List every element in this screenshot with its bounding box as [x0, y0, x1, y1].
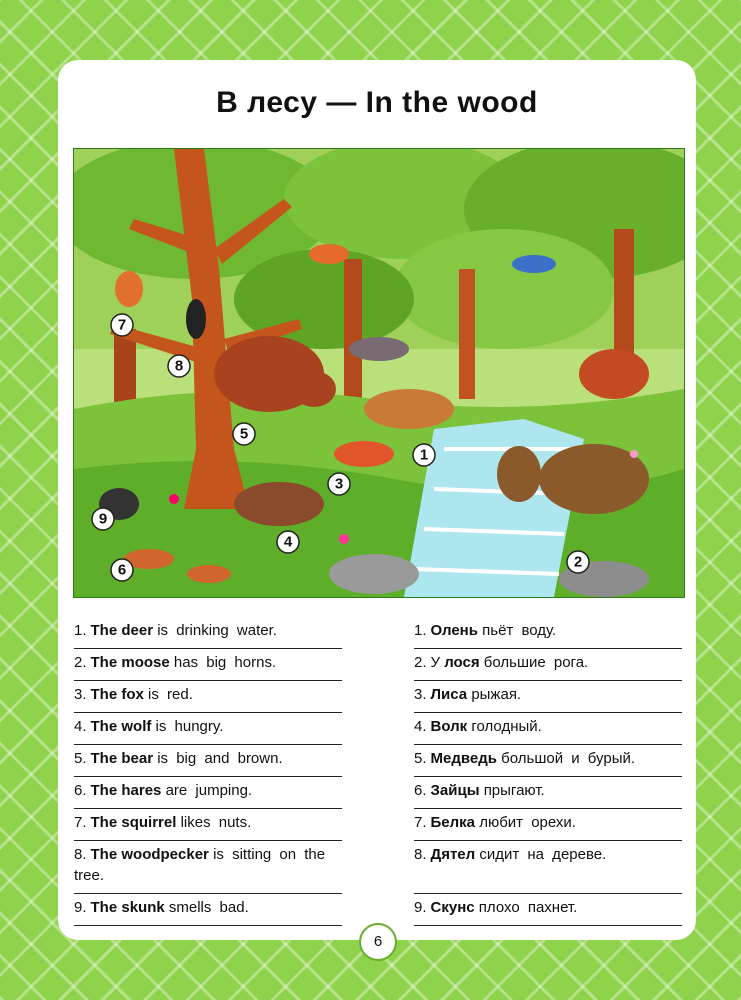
english-item: 7. The squirrel likes nuts. [74, 809, 342, 841]
svg-text:7: 7 [117, 316, 127, 334]
english-sentence-list [74, 617, 342, 926]
english-item: 3. The fox is red. [74, 681, 342, 713]
russian-item: 5. Медведь большой и бурый. [414, 745, 682, 777]
svg-text:9: 9 [98, 510, 108, 528]
page-number: 6 [359, 923, 397, 961]
svg-text:3: 3 [334, 475, 344, 493]
forest-illustration [73, 148, 685, 598]
english-item: 6. The hares are jumping. [74, 777, 342, 809]
marker-8 [168, 355, 190, 377]
russian-item: 3. Лиса рыжая. [414, 681, 682, 713]
marker-6 [111, 559, 133, 581]
english-item: 5. The bear is big and brown. [74, 745, 342, 777]
english-item: 4. The wolf is hungry. [74, 713, 342, 745]
russian-sentence-list [414, 617, 682, 926]
marker-1 [413, 444, 435, 466]
english-item: 8. The woodpecker is sitting on the tree. [74, 841, 342, 894]
svg-text:5: 5 [239, 425, 249, 443]
russian-item: 1. Олень пьёт воду. [414, 617, 682, 649]
marker-2 [567, 551, 589, 573]
marker-7 [111, 314, 133, 336]
russian-item: 2. У лося большие рога. [414, 649, 682, 681]
marker-9 [92, 508, 114, 530]
russian-item: 6. Зайцы прыгают. [414, 777, 682, 809]
english-item: 1. The deer is drinking water. [74, 617, 342, 649]
svg-text:2: 2 [573, 553, 583, 571]
forest-scene [74, 149, 684, 597]
russian-item: 4. Волк голодный. [414, 713, 682, 745]
english-item: 2. The moose has big horns. [74, 649, 342, 681]
svg-text:8: 8 [174, 357, 184, 375]
svg-text:1: 1 [419, 446, 429, 464]
svg-text:4: 4 [283, 533, 293, 551]
marker-4 [277, 531, 299, 553]
svg-text:6: 6 [117, 561, 127, 579]
russian-item: 7. Белка любит орехи. [414, 809, 682, 841]
page-title: В лесу — In the wood [216, 86, 538, 119]
marker-3 [328, 473, 350, 495]
marker-5 [233, 423, 255, 445]
russian-item: 9. Скунс плохо пахнет. [414, 894, 682, 926]
russian-item: 8. Дятел сидит на дереве. [414, 841, 682, 894]
english-item: 9. The skunk smells bad. [74, 894, 342, 926]
